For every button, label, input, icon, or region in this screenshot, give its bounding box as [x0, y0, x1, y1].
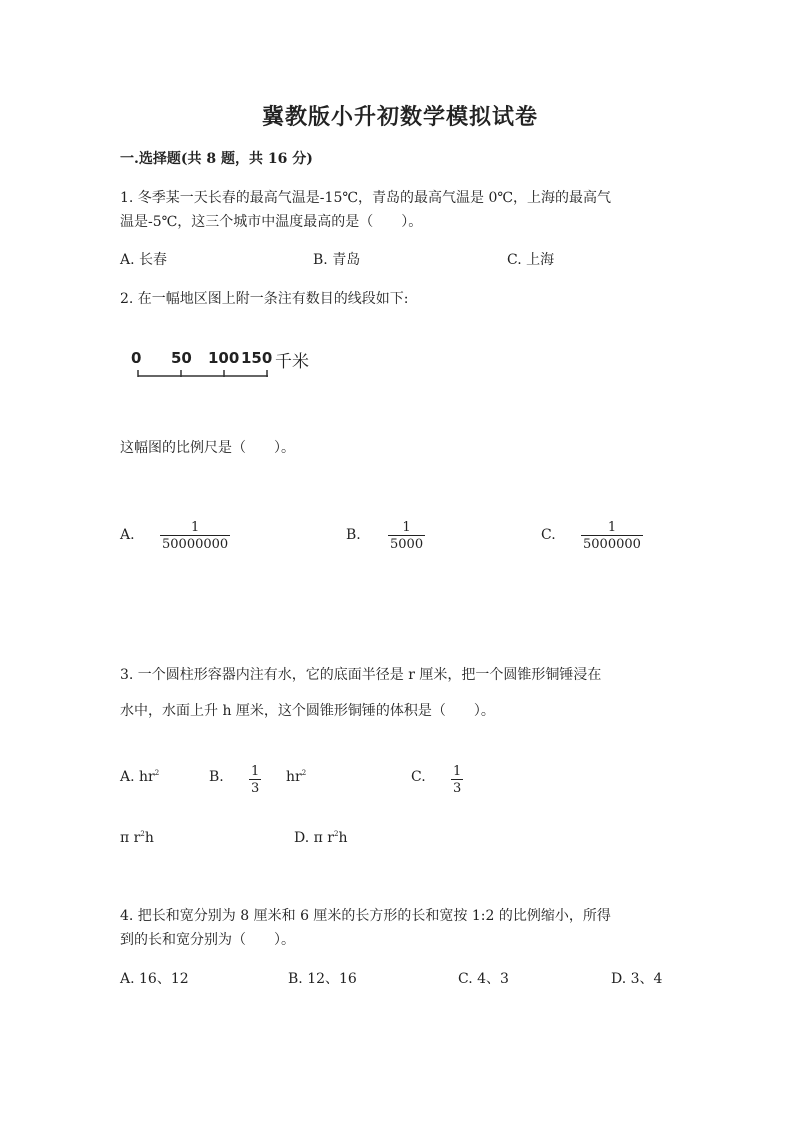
q1-text-line2: 温是-5℃，这三个城市中温度最高的是（ ）。 — [120, 214, 423, 230]
q2-option-a-label[interactable]: A. — [120, 527, 135, 543]
q2-text: 2. 在一幅地区图上附一条注有数目的线段如下: — [120, 291, 409, 307]
denominator: 3 — [251, 781, 260, 796]
q3-option-c-continuation — [120, 830, 154, 846]
exam-title: 冀教版小升初数学模拟试卷 — [261, 104, 538, 130]
scale-line — [120, 340, 340, 390]
scale-bar-figure — [120, 340, 340, 390]
exponent: 2 — [333, 830, 339, 838]
q4-text-line2: 到的长和宽分别为（ ）。 — [120, 932, 295, 948]
q3-option-c-fraction — [451, 764, 463, 796]
q3-option-b-label[interactable]: B. — [209, 769, 224, 785]
q4-option-c[interactable]: C. 4、3 — [458, 971, 509, 987]
numerator: 1 — [402, 520, 411, 535]
q3-text-line2: 水中，水面上升 h 厘米，这个圆锥形铜锤的体积是（ ）。 — [120, 703, 495, 719]
q1-option-c[interactable]: C. 上海 — [507, 252, 555, 268]
q3-option-d[interactable] — [294, 830, 347, 846]
q2-option-c-label[interactable]: C. — [541, 527, 556, 543]
q3-option-c-tail: h — [144, 830, 154, 846]
q3-option-d-tail: h — [338, 830, 348, 846]
q3-option-d-expr: π r — [313, 830, 334, 846]
q3-option-a[interactable] — [120, 769, 159, 785]
scale-label-50: 50 — [171, 349, 192, 367]
q4-option-d[interactable]: D. 3、4 — [611, 971, 663, 987]
exponent: 2 — [301, 769, 307, 777]
q1-option-a[interactable]: A. 长春 — [120, 252, 168, 268]
exponent: 2 — [140, 830, 145, 838]
q1-option-b[interactable]: B. 青岛 — [313, 252, 361, 268]
q2-option-b-fraction — [388, 520, 425, 552]
section-heading: 一.选择题(共 8 题，共 16 分) — [120, 151, 313, 167]
numerator: 1 — [190, 520, 200, 535]
q3-option-c-expr: π r — [120, 830, 141, 846]
scale-label-0: 0 — [131, 349, 142, 367]
scale-label-150: 150 — [241, 349, 273, 367]
q1-text-line1: 1. 冬季某一天长春的最高气温是-15℃，青岛的最高气温是 0℃，上海的最高气 — [120, 190, 612, 206]
q4-option-b[interactable]: B. 12、16 — [288, 971, 357, 987]
q3-option-c-label[interactable]: C. — [411, 769, 426, 785]
q3-option-d-label: D. — [294, 830, 310, 846]
q2-question: 这幅图的比例尺是（ ）。 — [120, 440, 295, 456]
denominator: 5000000 — [583, 537, 641, 552]
q2-option-a-fraction — [160, 520, 230, 552]
q3-option-b-fraction — [249, 764, 261, 796]
scale-unit-label: 千米 — [275, 352, 309, 372]
denominator: 5000 — [390, 537, 424, 552]
q3-option-a-expr: hr — [139, 769, 155, 785]
q3-option-b-expr-text: hr — [286, 769, 302, 785]
numerator: 1 — [251, 764, 260, 779]
scale-label-100: 100 — [208, 349, 240, 367]
exponent: 2 — [154, 769, 160, 777]
q2-option-b-label[interactable]: B. — [346, 527, 361, 543]
q3-option-a-label: A. — [120, 769, 135, 785]
q2-option-c-fraction — [581, 520, 643, 552]
numerator: 1 — [453, 764, 462, 779]
q4-text-line1: 4. 把长和宽分别为 8 厘米和 6 厘米的长方形的长和宽按 1:2 的比例缩小，所得 — [120, 908, 611, 924]
q4-option-a[interactable]: A. 16、12 — [120, 971, 189, 987]
q3-option-b-expr — [286, 769, 306, 785]
denominator: 3 — [453, 781, 462, 796]
q3-text-line1: 3. 一个圆柱形容器内注有水，它的底面半径是 r 厘米，把一个圆锥形铜锤浸在 — [120, 667, 602, 683]
denominator: 50000000 — [162, 537, 229, 552]
numerator: 1 — [607, 520, 617, 535]
